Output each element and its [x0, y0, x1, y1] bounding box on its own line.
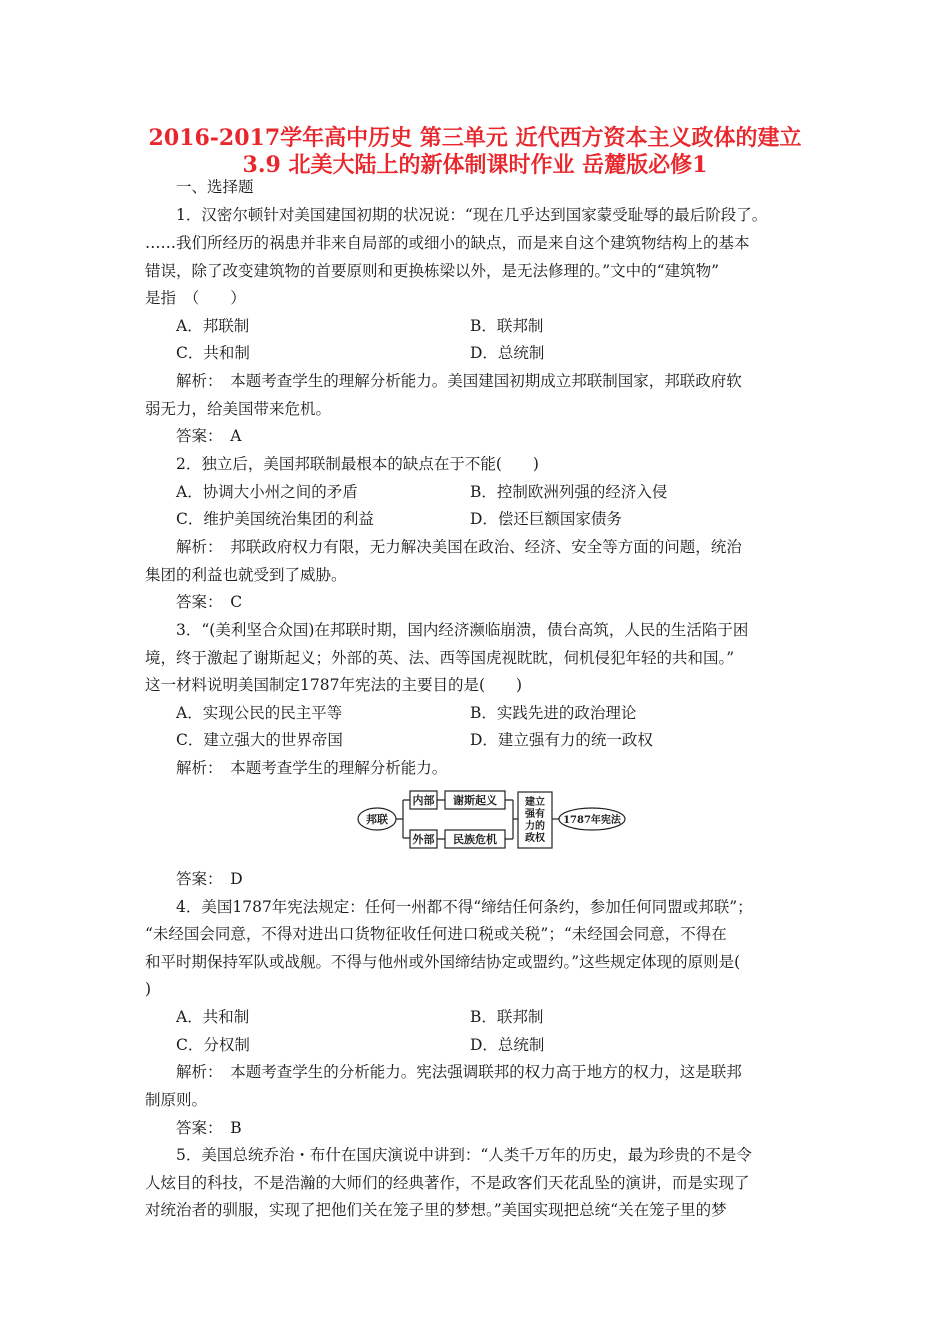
diagram-shays-label: 谢斯起义	[453, 794, 497, 807]
q3-option-b: B．实践先进的政治理论	[470, 704, 637, 722]
q1-stem-line3: 错误，除了改变建筑物的首要原则和更换栋梁以外，是无法修理的。”文中的“建筑物”	[145, 262, 720, 280]
flow-diagram-svg	[355, 788, 630, 854]
diagram-center-line4: 政权	[525, 833, 545, 844]
q3-analysis-line1: 解析： 本题考查学生的理解分析能力。	[176, 759, 448, 777]
q2-analysis-line2: 集团的利益也就受到了威胁。	[145, 566, 347, 584]
q1-analysis-line1: 解析： 本题考查学生的理解分析能力。美国建国初期成立邦联制国家，邦联政府软	[176, 372, 742, 390]
document-title-line1: 2016-2017学年高中历史 第三单元 近代西方资本主义政体的建立	[148, 125, 802, 151]
q4-option-d: D．总统制	[470, 1036, 545, 1054]
q1-answer: 答案： A	[176, 427, 242, 445]
q1-stem-line4: 是指 （ ）	[145, 289, 246, 307]
q4-stem-line4: )	[145, 980, 152, 998]
q4-stem-line2: “未经国会同意，不得对进出口货物征收任何进口税或关税”；“未经国会同意，不得在	[145, 925, 727, 943]
q4-option-a: A．共和制	[176, 1008, 250, 1026]
q1-stem-line2: ……我们所经历的祸患并非来自局部的或细小的缺点，而是来自这个建筑物结构上的基本	[145, 234, 750, 252]
diagram-crisis-label: 民族危机	[453, 833, 497, 846]
q1-option-b: B．联邦制	[470, 317, 544, 335]
diagram-center-line3: 力的	[525, 821, 545, 832]
diagram-outer-label: 外部	[412, 833, 435, 846]
diagram-center-line1: 建立	[525, 797, 545, 808]
q2-option-a: A．协调大小州之间的矛盾	[176, 483, 358, 501]
q4-answer: 答案： B	[176, 1119, 242, 1137]
q4-analysis-line1: 解析： 本题考查学生的分析能力。宪法强调联邦的权力高于地方的权力，这是联邦	[176, 1063, 742, 1081]
connector-mid-left	[437, 800, 445, 839]
connector-left	[396, 800, 410, 838]
q2-stem-line1: 2．独立后，美国邦联制最根本的缺点在于不能( )	[176, 455, 539, 473]
document-title-line2: 3.9 北美大陆上的新体制课时作业 岳麓版必修1	[242, 152, 708, 178]
diagram-center-line2: 强有	[525, 809, 545, 820]
section-heading: 一、选择题	[176, 178, 254, 196]
q2-answer: 答案： C	[176, 593, 243, 611]
q2-option-d: D．偿还巨额国家债务	[470, 510, 622, 528]
diagram-confederation-label: 邦联	[366, 813, 388, 826]
q1-option-d: D．总统制	[470, 344, 545, 362]
q1-stem-line1: 1．汉密尔顿针对美国建国初期的状况说：“现在几乎达到国家蒙受耻辱的最后阶段了。	[176, 206, 768, 224]
q3-answer: 答案： D	[176, 870, 243, 888]
q2-option-b: B．控制欧洲列强的经济入侵	[470, 483, 668, 501]
q1-option-c: C．共和制	[176, 344, 250, 362]
connector-mid-right	[505, 800, 518, 839]
diagram-constitution-label: 1787年宪法	[563, 815, 621, 826]
q4-stem-line3: 和平时期保持军队或战舰。不得与他州或外国缔结协定或盟约。”这些规定体现的原则是(	[145, 953, 741, 971]
q3-option-d: D．建立强有力的统一政权	[470, 731, 653, 749]
q4-stem-line1: 4．美国1787年宪法规定：任何一州都不得“缔结任何条约，参加任何同盟或邦联”；	[176, 898, 753, 916]
q1-option-a: A．邦联制	[176, 317, 250, 335]
q4-analysis-line2: 制原则。	[145, 1091, 208, 1109]
q2-analysis-line1: 解析： 邦联政府权力有限，无力解决美国在政治、经济、安全等方面的问题，统治	[176, 538, 742, 556]
q4-option-c: C．分权制	[176, 1036, 250, 1054]
q5-stem-line1: 5．美国总统乔治・布什在国庆演说中讲到：“人类千万年的历史，最为珍贵的不是令	[176, 1146, 752, 1164]
q5-stem-line2: 人炫目的科技，不是浩瀚的大师们的经典著作，不是政客们天花乱坠的演讲，而是实现了	[145, 1174, 750, 1192]
q3-stem-line2: 境，终于激起了谢斯起义；外部的英、法、西等国虎视眈眈，伺机侵犯年轻的共和国。”	[145, 649, 735, 667]
q2-option-c: C．维护美国统治集团的利益	[176, 510, 374, 528]
q3-stem-line3: 这一材料说明美国制定1787年宪法的主要目的是( )	[145, 676, 523, 694]
q5-stem-line3: 对统治者的驯服，实现了把他们关在笼子里的梦想。”美国实现把总统“关在笼子里的梦	[145, 1201, 727, 1219]
q4-option-b: B．联邦制	[470, 1008, 544, 1026]
diagram-inner-label: 内部	[412, 794, 435, 807]
q3-analysis-diagram	[355, 788, 630, 854]
q1-analysis-line2: 弱无力，给美国带来危机。	[145, 400, 332, 418]
q3-stem-line1: 3．“(美利坚合众国)在邦联时期，国内经济濒临崩溃，债台高筑，人民的生活陷于困	[176, 621, 749, 639]
q3-option-c: C．建立强大的世界帝国	[176, 731, 343, 749]
q3-option-a: A．实现公民的民主平等	[176, 704, 343, 722]
